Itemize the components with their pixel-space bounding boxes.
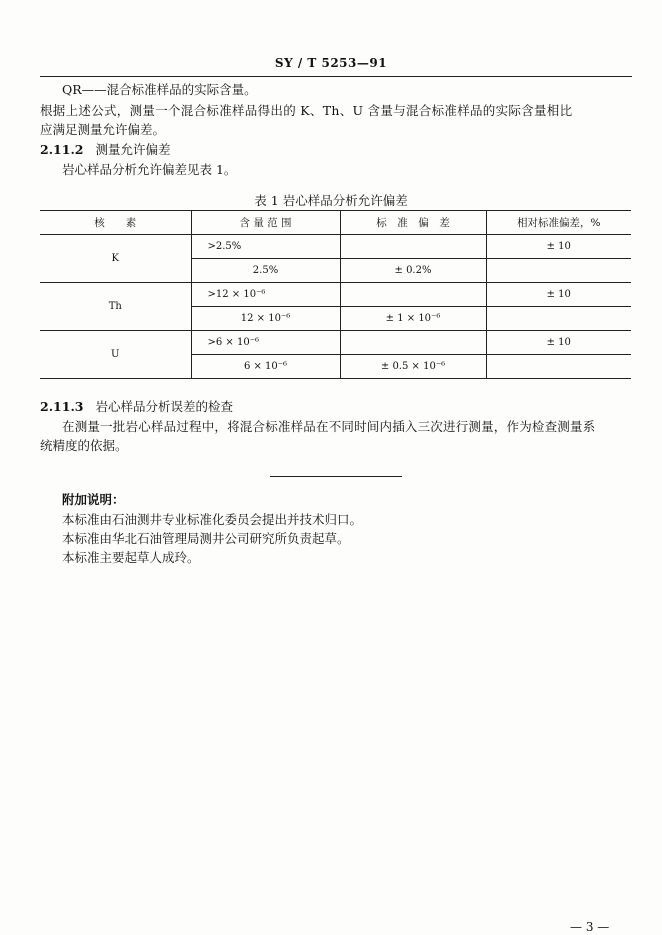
header-rule [40, 76, 632, 77]
tolerance-table [40, 210, 631, 379]
paragraph-2: 岩心样品分析允许偏差见表 1。 [62, 162, 237, 177]
range-cell: 2.5% [191, 259, 340, 283]
rel-cell: ± 10 [486, 331, 631, 355]
standard-header: SY / T 5253—91 [274, 56, 388, 70]
rel-cell [486, 355, 631, 379]
range-cell: >12 × 10⁻⁶ [191, 283, 340, 307]
header-range: 含 量 范 围 [191, 211, 340, 235]
appendix-line: 本标准由石油测井专业标准化委员会提出并技术归口。 [62, 512, 363, 527]
nuclide-cell: K [40, 235, 191, 283]
section-title: 岩心样品分析误差的检查 [95, 399, 233, 414]
range-cell: >6 × 10⁻⁶ [191, 331, 340, 355]
qr-definition: QR——混合标准样品的实际含量。 [62, 82, 257, 97]
table-row [40, 235, 631, 259]
paragraph-1-line-1: 根据上述公式，测量一个混合标准样品得出的 K、Th、U 含量与混合标准样品的实际含量相比 [40, 103, 573, 118]
page-number: — 3 — [570, 920, 610, 934]
table-caption: 表 1 岩心样品分析允许偏差 [254, 193, 408, 208]
paragraph-3-line-2: 统精度的依据。 [40, 438, 128, 453]
std-cell [340, 235, 486, 259]
table-row [40, 331, 631, 355]
rel-cell [486, 259, 631, 283]
header-std-deviation: 标 准 偏 差 [340, 211, 486, 235]
paragraph-1-line-2: 应满足测量允许偏差。 [40, 122, 166, 137]
section-number: 2.11.2 [40, 142, 84, 157]
std-cell: ± 0.5 × 10⁻⁶ [340, 355, 486, 379]
range-cell: 12 × 10⁻⁶ [191, 307, 340, 331]
appendix-title: 附加说明： [62, 492, 125, 507]
std-cell: ± 0.2% [340, 259, 486, 283]
table-row [40, 283, 631, 307]
table-header-row [40, 211, 631, 235]
range-cell: >2.5% [191, 235, 340, 259]
section-2-11-2-heading [40, 142, 171, 158]
std-cell [340, 331, 486, 355]
header-nuclide: 核 素 [40, 211, 191, 235]
nuclide-cell: U [40, 331, 191, 379]
section-number: 2.11.3 [40, 399, 84, 414]
std-cell: ± 1 × 10⁻⁶ [340, 307, 486, 331]
rel-cell: ± 10 [486, 235, 631, 259]
rel-cell [486, 307, 631, 331]
appendix-line: 本标准由华北石油管理局测井公司研究所负责起草。 [62, 531, 350, 546]
appendix-line: 本标准主要起草人成玲。 [62, 550, 200, 565]
rel-cell: ± 10 [486, 283, 631, 307]
std-cell [340, 283, 486, 307]
header-relative-deviation: 相对标准偏差，% [486, 211, 631, 235]
section-title: 测量允许偏差 [95, 142, 171, 157]
nuclide-cell: Th [40, 283, 191, 331]
range-cell: 6 × 10⁻⁶ [191, 355, 340, 379]
paragraph-3-line-1: 在测量一批岩心样品过程中，将混合标准样品在不同时间内插入三次进行测量，作为检查测量系 [62, 419, 596, 434]
section-2-11-3-heading [40, 399, 233, 415]
section-separator [270, 476, 402, 477]
